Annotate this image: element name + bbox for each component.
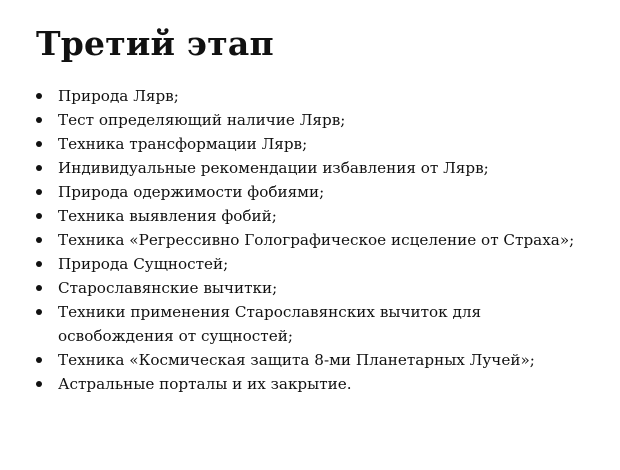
list-item-text: Индивидуальные рекомендации избавления от Лярв;	[58, 159, 489, 177]
bullet-icon	[36, 237, 42, 243]
bullet-icon	[36, 141, 42, 147]
list-item-text: Техника «Регрессивно Голографическое исцеление от Страха»;	[58, 231, 575, 249]
list-item	[36, 228, 596, 252]
list-item-text: Техника трансформации Лярв;	[58, 135, 308, 153]
list-item	[36, 180, 596, 204]
page-heading: Третий этап	[36, 24, 274, 63]
list-item-text: Астральные порталы и их закрытие.	[58, 375, 352, 393]
list-item	[36, 372, 596, 396]
list-item-text: Природа одержимости фобиями;	[58, 183, 325, 201]
topic-list	[36, 84, 596, 396]
bullet-icon	[36, 357, 42, 363]
list-item-text: Тест определяющий наличие Лярв;	[58, 111, 346, 129]
bullet-icon	[36, 93, 42, 99]
bullet-icon	[36, 165, 42, 171]
bullet-icon	[36, 117, 42, 123]
list-item-text: Техника «Космическая защита 8-ми Планетарных Лучей»;	[58, 351, 535, 369]
list-item	[36, 348, 596, 372]
list-item	[36, 156, 596, 180]
list-item	[36, 252, 596, 276]
list-item	[36, 204, 596, 228]
list-item-text: Старославянские вычитки;	[58, 279, 278, 297]
list-item	[36, 300, 596, 348]
list-item-text: Техники применения Старославянских вычиток для освобождения от сущностей;	[58, 303, 482, 345]
bullet-icon	[36, 381, 42, 387]
bullet-icon	[36, 261, 42, 267]
list-item	[36, 276, 596, 300]
list-item	[36, 84, 596, 108]
bullet-icon	[36, 189, 42, 195]
bullet-icon	[36, 213, 42, 219]
bullet-icon	[36, 309, 42, 315]
bullet-icon	[36, 285, 42, 291]
list-item	[36, 132, 596, 156]
list-item-text: Техника выявления фобий;	[58, 207, 277, 225]
list-item-text: Природа Сущностей;	[58, 255, 229, 273]
list-item-text: Природа Лярв;	[58, 87, 179, 105]
list-item	[36, 108, 596, 132]
